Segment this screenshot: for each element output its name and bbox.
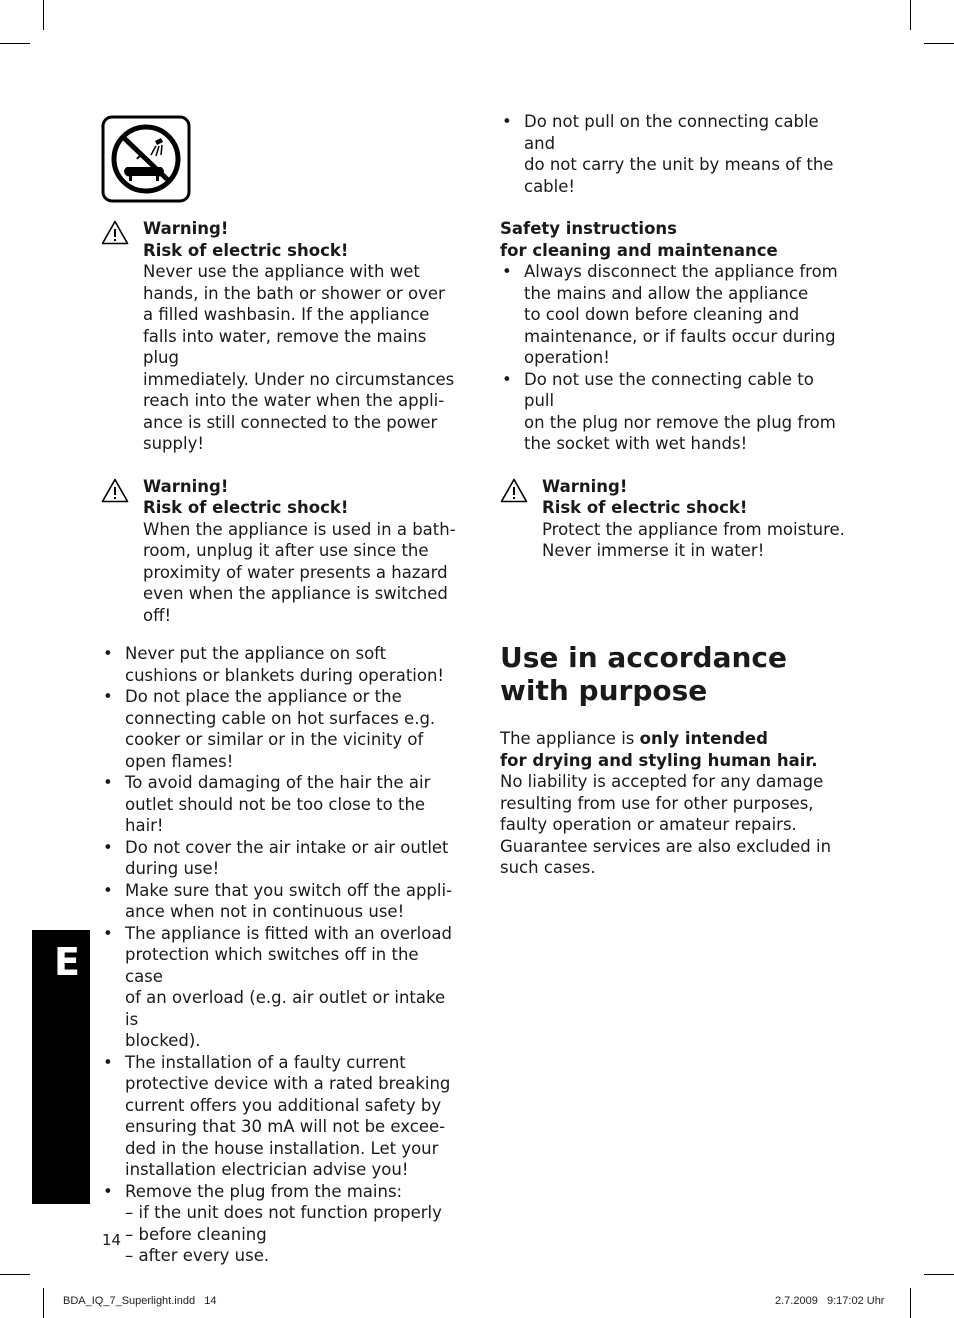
purpose-emphasis: for drying and styling human hair. (500, 750, 818, 770)
purpose-line: such cases. (500, 858, 596, 877)
section-title-line: with purpose (500, 674, 708, 707)
list-item (500, 111, 845, 197)
list-item-line: cushions or blankets during operation! (125, 665, 445, 685)
list-item-line: of an overload (e.g. air outlet or intake is (125, 988, 446, 1029)
list-item-line: the mains and allow the appliance (524, 283, 809, 303)
purpose-line: No liability is accepted for any damage (500, 772, 824, 791)
purpose-section (500, 641, 845, 879)
purpose-line: faulty operation or amateur repairs. (500, 815, 797, 834)
warning-text-line: Never use the appliance with wet (143, 262, 420, 281)
list-item (101, 1181, 457, 1267)
crop-mark (910, 1288, 911, 1318)
section-title (500, 641, 845, 707)
language-tab-letter: E (54, 940, 80, 984)
purpose-line: resulting from use for other purposes, (500, 793, 814, 813)
list-item-line: protection which switches off in the case (125, 945, 419, 986)
list-item-line: ded in the house installation. Let your (125, 1138, 439, 1158)
list-item-line: installation electrician advise you! (125, 1160, 409, 1179)
list-item-line: • Always disconnect the appliance from (524, 262, 838, 281)
warning-text-line: room, unplug it after use since the (143, 541, 429, 560)
list-item-line: outlet should not be too close to the (125, 794, 426, 814)
warning-text-line: Protect the appliance from moisture. (542, 519, 845, 539)
warning-title: Warning! (542, 476, 628, 496)
section-title-line: Use in accordance (500, 641, 788, 674)
purpose-line (500, 728, 845, 750)
list-item-line: – after every use. (125, 1246, 270, 1265)
list-item-line: – before cleaning (125, 1224, 267, 1244)
list-item-line: hair! (125, 816, 164, 835)
list-item-line: cable! (524, 176, 576, 196)
warning-text-line: off! (143, 605, 172, 625)
purpose-emphasis: only intended (639, 729, 768, 748)
warning-text-line: reach into the water when the appli- (143, 391, 445, 410)
warning-block (500, 476, 845, 562)
safety-cleaning-bullet-list (500, 261, 845, 455)
no-bath-shower-icon (101, 115, 191, 203)
right-column (500, 111, 845, 562)
list-item-line: – if the unit does not function properly (125, 1203, 442, 1222)
purpose-text (500, 728, 845, 879)
crop-mark (0, 1274, 30, 1275)
warning-title: Warning! (143, 476, 229, 496)
warning-text-line: a filled washbasin. If the appliance (143, 305, 430, 324)
crop-mark (924, 1274, 954, 1275)
warning-text-line: When the appliance is used in a bath- (143, 519, 456, 539)
crop-mark (910, 0, 911, 30)
list-item-line: blocked). (125, 1031, 201, 1050)
list-item-line: connecting cable on hot surfaces e.g. (125, 708, 436, 728)
warning-triangle-icon (101, 220, 129, 245)
list-item-line: • The installation of a faulty current (125, 1052, 406, 1072)
safety-bullet-list (101, 643, 457, 1267)
list-item-line: • Never put the appliance on soft (125, 644, 387, 663)
list-item-line: do not carry the unit by means of the (524, 155, 834, 174)
list-item-line: on the plug nor remove the plug from (524, 412, 836, 432)
list-item-line: • To avoid damaging of the hair the air (125, 773, 431, 792)
warning-text-line: ance is still connected to the power (143, 412, 438, 432)
warning-subtitle: Risk of electric shock! (143, 498, 349, 517)
heading-line: for cleaning and maintenance (500, 240, 778, 260)
list-item-line: to cool down before cleaning and (524, 305, 800, 324)
warning-text-line: Never immerse it in water! (542, 541, 765, 560)
warning-text-line: hands, in the bath or shower or over (143, 283, 445, 303)
list-item-line: open flames! (125, 751, 234, 771)
warning-block (101, 476, 457, 627)
list-item (101, 837, 457, 880)
list-item-line: the socket with wet hands! (524, 434, 748, 453)
warning-block (101, 218, 457, 455)
warning-text-line: immediately. Under no circumstances (143, 369, 455, 389)
crop-mark (43, 1288, 44, 1318)
warning-subtitle: Risk of electric shock! (542, 498, 748, 517)
list-item (500, 369, 845, 455)
warning-triangle-icon (101, 478, 129, 503)
list-item-line: • Make sure that you switch off the appli- (125, 880, 453, 900)
heading-line: Safety instructions (500, 219, 677, 238)
list-item-line: • Do not use the connecting cable to pull (524, 369, 814, 410)
warning-triangle-icon (500, 478, 528, 503)
list-item-line: cooker or similar or in the vicinity of (125, 730, 424, 749)
crop-mark (43, 0, 44, 30)
list-item (500, 261, 845, 369)
left-column (101, 218, 457, 1267)
list-item-line: • The appliance is fitted with an overload (125, 923, 452, 943)
page-number: 14 (102, 1231, 122, 1249)
list-item (101, 772, 457, 837)
list-item (101, 923, 457, 1052)
list-item-line: current offers you additional safety by (125, 1095, 442, 1115)
list-item-line: ance when not in continuous use! (125, 902, 405, 921)
purpose-line: Guarantee services are also excluded in (500, 836, 832, 856)
list-item-line: protective device with a rated breaking (125, 1074, 451, 1093)
safety-heading (500, 218, 845, 261)
language-tab (32, 930, 90, 1204)
list-item-line: • Do not place the appliance or the (125, 687, 402, 706)
warning-text-line: proximity of water presents a hazard (143, 562, 448, 582)
list-item-line: • Do not pull on the connecting cable and (524, 112, 819, 153)
warning-text-line: supply! (143, 434, 204, 453)
warning-text-line: falls into water, remove the mains plug (143, 326, 427, 367)
list-item-line: • Do not cover the air intake or air outlet (125, 837, 449, 857)
list-item-line: during use! (125, 859, 220, 878)
list-item-line: operation! (524, 348, 610, 367)
warning-text-line: even when the appliance is switched (143, 584, 448, 603)
footer-date-slug: 2.7.2009 9:17:02 Uhr (775, 1295, 885, 1307)
cable-bullet-list (500, 111, 845, 197)
list-item-line: ensuring that 30 mA will not be excee- (125, 1117, 446, 1136)
list-item-line: maintenance, or if faults occur during (524, 326, 836, 346)
list-item (101, 880, 457, 923)
list-item (101, 1052, 457, 1181)
purpose-prefix: The appliance is (500, 729, 640, 748)
footer-file-slug: BDA_IQ_7_Superlight.indd 14 (63, 1295, 217, 1307)
list-item-line: • Remove the plug from the mains: (125, 1181, 403, 1201)
list-item (101, 643, 457, 686)
crop-mark (0, 43, 30, 44)
warning-title: Warning! (143, 219, 229, 238)
warning-subtitle: Risk of electric shock! (143, 240, 349, 260)
crop-mark (924, 43, 954, 44)
list-item (101, 686, 457, 772)
